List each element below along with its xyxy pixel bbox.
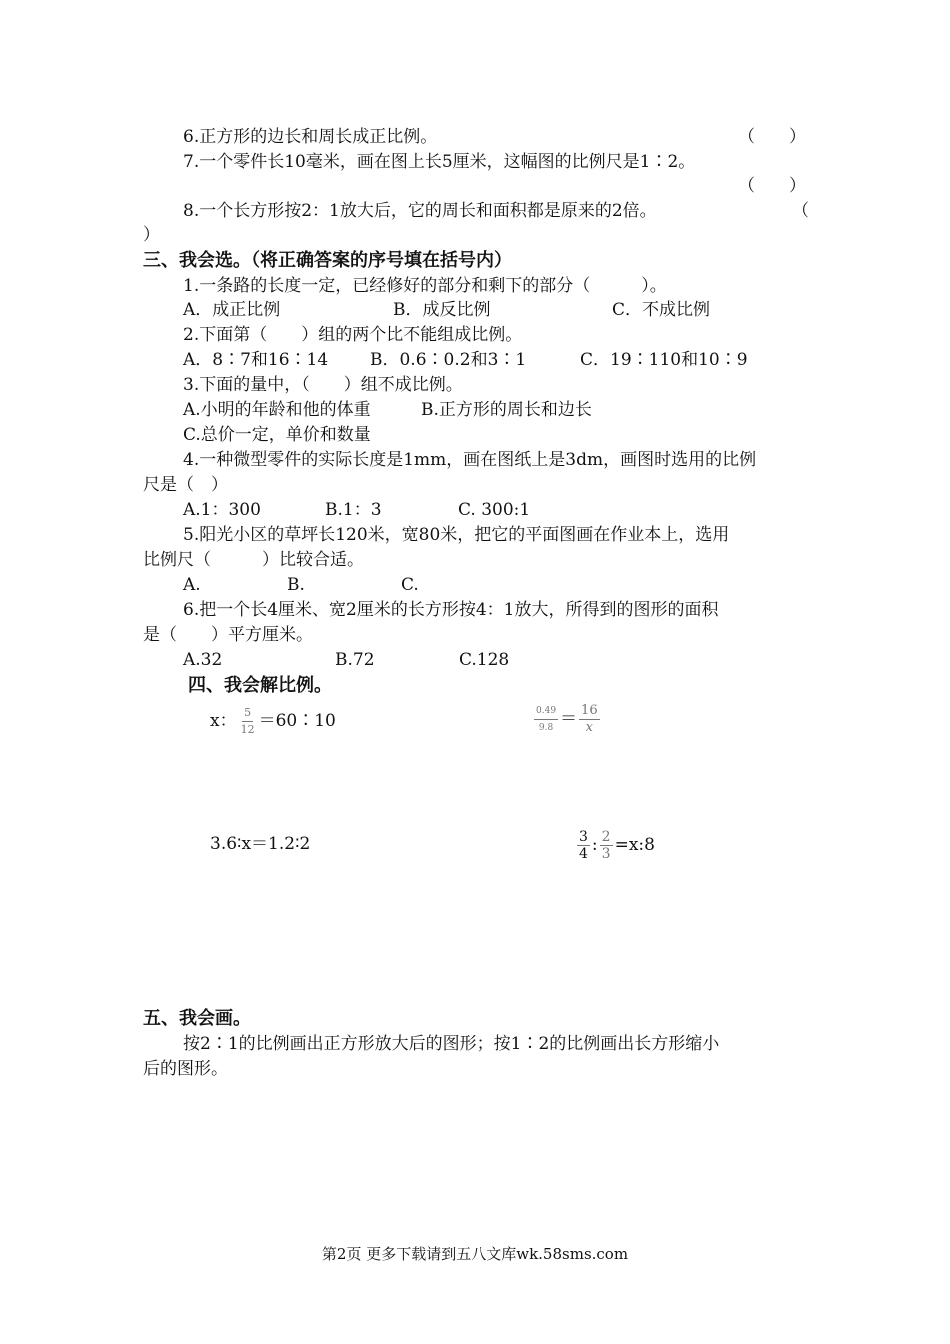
equation-1-denominator: 12 xyxy=(240,723,255,736)
choice-q1-text: 1.一条路的长度一定，已经修好的部分和剩下的部分（ ）。 xyxy=(183,276,667,296)
section-3-heading: 三、我会选。（将正确答案的序号填在括号内） xyxy=(143,250,512,271)
choice-q4-option-a: A.1：300 xyxy=(183,500,261,520)
equation-4-numerator-left: 3 xyxy=(579,829,588,845)
choice-q4-text-line2: 尺是（ ） xyxy=(143,475,228,495)
equation-2-equals: ＝ xyxy=(560,709,578,729)
equation-3: 3.6∶x＝1.2∶2 xyxy=(210,834,311,854)
equation-1-numerator: 5 xyxy=(242,705,253,722)
section-5-heading: 五、我会画。 xyxy=(143,1008,251,1029)
equation-2-fraction-left xyxy=(534,703,558,736)
drawing-instruction-line2: 后的图形。 xyxy=(143,1059,228,1079)
equation-4 xyxy=(575,826,655,864)
choice-q2-option-a: A．8∶7和16∶14 xyxy=(183,350,329,370)
judge-q7-answer-paren[interactable]: （ ） xyxy=(738,176,806,196)
choice-q2-option-c: C．19∶110和10∶9 xyxy=(580,350,748,370)
judge-q6-text: 6.正方形的边长和周长成正比例。 xyxy=(183,127,438,147)
equation-1-fraction xyxy=(239,705,257,738)
choice-q6-text-line1: 6.把一个长4厘米、宽2厘米的长方形按4：1放大，所得到的图形的面积 xyxy=(183,600,719,620)
choice-q2-option-b: B．0.6∶0.2和3∶1 xyxy=(370,350,527,370)
equation-2-denominator-left: 9.8 xyxy=(538,723,554,733)
equation-1-prefix: x： xyxy=(210,711,237,731)
choice-q5-text-line2: 比例尺（ ）比较合适。 xyxy=(143,550,364,570)
judge-q8-text: 8.一个长方形按2：1放大后，它的周长和面积都是原来的2倍。 xyxy=(183,201,657,221)
choice-q4-option-b: B.1：3 xyxy=(325,500,382,520)
equation-1 xyxy=(210,704,336,738)
choice-q1-option-b: B．成反比例 xyxy=(393,300,491,320)
choice-q6-option-b: B.72 xyxy=(335,650,375,670)
equation-4-colon: : xyxy=(591,835,598,855)
drawing-instruction-line1: 按2∶1的比例画出正方形放大后的图形；按1∶2的比例画出长方形缩小 xyxy=(183,1034,720,1054)
choice-q1-option-a: A．成正比例 xyxy=(183,300,281,320)
choice-q6-text-line2: 是（ ）平方厘米。 xyxy=(143,625,313,645)
page-footer: 第2页 更多下载请到五八文库wk.58sms.com xyxy=(321,1245,629,1263)
equation-2-numerator-right: 16 xyxy=(581,703,598,718)
judge-q7-text: 7.一个零件长10毫米，画在图上长5厘米，这幅图的比例尺是1∶2。 xyxy=(183,152,696,172)
equation-4-denominator-right: 3 xyxy=(601,846,611,862)
equation-4-fraction-right xyxy=(600,829,613,862)
equation-2-numerator-left: 0.49 xyxy=(534,703,558,720)
choice-q6-option-c: C.128 xyxy=(459,650,510,670)
choice-q5-option-a: A. xyxy=(183,575,201,595)
choice-q5-text-line1: 5.阳光小区的草坪长120米，宽80米，把它的平面图画在作业本上，选用 xyxy=(183,525,730,545)
choice-q3-text: 3.下面的量中，（ ）组不成比例。 xyxy=(183,375,463,395)
choice-q5-option-b: B. xyxy=(287,575,305,595)
equation-1-suffix: ＝60∶10 xyxy=(258,711,336,731)
equation-2 xyxy=(532,702,602,736)
choice-q3-option-c: C.总价一定，单价和数量 xyxy=(183,425,371,445)
choice-q4-option-c: C. 300:1 xyxy=(458,500,531,520)
judge-q8-paren-open[interactable]: （ xyxy=(792,201,809,221)
judge-q6-answer-paren[interactable]: （ ） xyxy=(738,127,806,147)
choice-q4-text-line1: 4.一种微型零件的实际长度是1mm，画在图纸上是3dm，画图时选用的比例 xyxy=(183,450,757,470)
choice-q3-option-a: A.小明的年龄和他的体重 xyxy=(183,400,371,420)
equation-4-denominator-left: 4 xyxy=(579,846,588,862)
equation-2-denominator-right: x xyxy=(585,720,593,735)
judge-q8-paren-close: ） xyxy=(143,225,160,245)
equation-4-numerator-right: 2 xyxy=(601,829,611,845)
choice-q5-option-c: C. xyxy=(401,575,419,595)
choice-q1-option-c: C．不成比例 xyxy=(612,300,711,320)
choice-q2-text: 2.下面第（ ）组的两个比不能组成比例。 xyxy=(183,325,523,345)
section-4-heading: 四、我会解比例。 xyxy=(188,675,332,696)
choice-q3-option-b: B.正方形的周长和边长 xyxy=(421,400,592,420)
equation-2-fraction-right xyxy=(579,703,600,736)
choice-q6-option-a: A.32 xyxy=(183,650,223,670)
equation-4-suffix: =x:8 xyxy=(614,835,655,855)
equation-4-fraction-left xyxy=(577,829,590,862)
